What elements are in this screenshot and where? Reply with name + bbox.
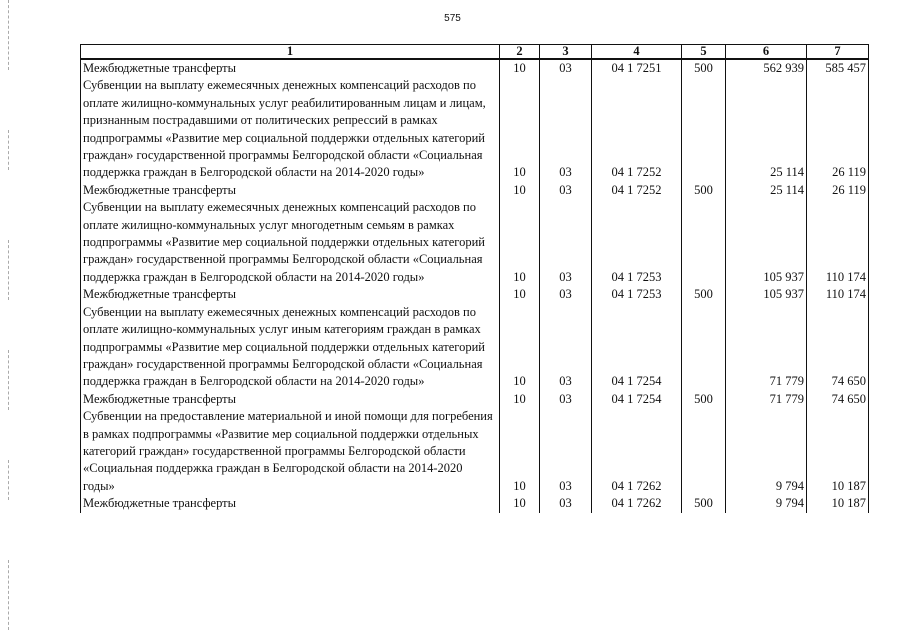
target-article-code: 04 1 7254 xyxy=(592,304,682,391)
section-code: 10 xyxy=(500,495,540,512)
amount-col-6: 105 937 xyxy=(726,199,807,286)
expense-type-code xyxy=(682,199,726,286)
column-header-4: 4 xyxy=(592,45,682,60)
section-code: 10 xyxy=(500,391,540,408)
subsection-code: 03 xyxy=(540,304,592,391)
target-article-code: 04 1 7254 xyxy=(592,391,682,408)
table-body xyxy=(81,59,869,513)
section-code: 10 xyxy=(500,77,540,181)
section-code: 10 xyxy=(500,182,540,199)
expense-type-code: 500 xyxy=(682,59,726,77)
amount-col-6: 71 779 xyxy=(726,391,807,408)
table-row xyxy=(81,199,869,286)
section-code: 10 xyxy=(500,199,540,286)
row-name: Межбюджетные трансферты xyxy=(81,391,500,408)
target-article-code: 04 1 7262 xyxy=(592,408,682,495)
column-header-7: 7 xyxy=(807,45,869,60)
subsection-code: 03 xyxy=(540,286,592,303)
expense-type-code: 500 xyxy=(682,495,726,512)
section-code: 10 xyxy=(500,286,540,303)
amount-col-6: 71 779 xyxy=(726,304,807,391)
row-name: Межбюджетные трансферты xyxy=(81,59,500,77)
subsection-code: 03 xyxy=(540,408,592,495)
scan-margin-dots xyxy=(8,240,11,300)
subsection-code: 03 xyxy=(540,182,592,199)
expense-type-code xyxy=(682,77,726,181)
subsection-code: 03 xyxy=(540,199,592,286)
expense-type-code: 500 xyxy=(682,286,726,303)
scan-margin-dots xyxy=(8,0,11,70)
subsection-code: 03 xyxy=(540,495,592,512)
table-row xyxy=(81,77,869,181)
expense-type-code: 500 xyxy=(682,391,726,408)
amount-col-6: 105 937 xyxy=(726,286,807,303)
amount-col-6: 25 114 xyxy=(726,77,807,181)
section-code: 10 xyxy=(500,304,540,391)
table-row xyxy=(81,304,869,391)
row-name: Субвенции на выплату ежемесячных денежных компенсаций расходов по оплате жилищно-коммунальных услуг иным категориям граждан в рамках подпрограммы «Развитие мер социальной поддержки отдельных категорий граждан» государственной программы Белгородской области «Социальная поддержка граждан в Белгородской области на 2014-2020 годы» xyxy=(81,304,500,391)
page-number: 575 xyxy=(444,13,461,24)
column-header-6: 6 xyxy=(726,45,807,60)
amount-col-6: 9 794 xyxy=(726,495,807,512)
amount-col-7: 10 187 xyxy=(807,408,869,495)
row-name: Межбюджетные трансферты xyxy=(81,182,500,199)
scan-margin-dots xyxy=(8,350,11,410)
row-name: Межбюджетные трансферты xyxy=(81,286,500,303)
table-row xyxy=(81,59,869,77)
table-row xyxy=(81,391,869,408)
amount-col-7: 26 119 xyxy=(807,77,869,181)
header-row xyxy=(81,45,869,60)
scan-margin-dots xyxy=(8,460,11,500)
amount-col-7: 585 457 xyxy=(807,59,869,77)
target-article-code: 04 1 7253 xyxy=(592,199,682,286)
target-article-code: 04 1 7252 xyxy=(592,182,682,199)
section-code: 10 xyxy=(500,59,540,77)
row-name: Межбюджетные трансферты xyxy=(81,495,500,512)
table-row xyxy=(81,408,869,495)
amount-col-7: 10 187 xyxy=(807,495,869,512)
amount-col-7: 74 650 xyxy=(807,391,869,408)
scan-margin-dots xyxy=(8,130,11,170)
table-row xyxy=(81,495,869,512)
expense-type-code xyxy=(682,408,726,495)
amount-col-7: 26 119 xyxy=(807,182,869,199)
scan-margin-dots xyxy=(8,560,11,630)
expense-type-code xyxy=(682,304,726,391)
column-header-2: 2 xyxy=(500,45,540,60)
amount-col-6: 9 794 xyxy=(726,408,807,495)
target-article-code: 04 1 7251 xyxy=(592,59,682,77)
amount-col-6: 25 114 xyxy=(726,182,807,199)
amount-col-7: 110 174 xyxy=(807,199,869,286)
column-header-3: 3 xyxy=(540,45,592,60)
amount-col-6: 562 939 xyxy=(726,59,807,77)
row-name: Субвенции на выплату ежемесячных денежных компенсаций расходов по оплате жилищно-коммунальных услуг реабилитированным лицам и лицам, признанным пострадавшими от политических репрессий в рамках подпрограммы «Развитие мер социальной поддержки отдельных категорий граждан» государственной программы Белгородской области «Социальная поддержка граждан в Белгородской области на 2014-2020 годы» xyxy=(81,77,500,181)
amount-col-7: 74 650 xyxy=(807,304,869,391)
table-row xyxy=(81,286,869,303)
target-article-code: 04 1 7262 xyxy=(592,495,682,512)
section-code: 10 xyxy=(500,408,540,495)
subsection-code: 03 xyxy=(540,391,592,408)
budget-table xyxy=(80,44,869,513)
subsection-code: 03 xyxy=(540,77,592,181)
row-name: Субвенции на выплату ежемесячных денежных компенсаций расходов по оплате жилищно-коммунальных услуг многодетным семьям в рамках подпрограммы «Развитие мер социальной поддержки отдельных категорий граждан» государственной программы Белгородской области «Социальная поддержка граждан в Белгородской области на 2014-2020 годы» xyxy=(81,199,500,286)
table-row xyxy=(81,182,869,199)
subsection-code: 03 xyxy=(540,59,592,77)
row-name: Субвенции на предоставление материальной и иной помощи для погребения в рамках подпрограммы «Развитие мер социальной поддержки отдельных категорий граждан» государственной программы Белгородской области «Социальная поддержка граждан в Белгородской области на 2014-2020 годы» xyxy=(81,408,500,495)
column-header-1: 1 xyxy=(81,45,500,60)
expense-type-code: 500 xyxy=(682,182,726,199)
target-article-code: 04 1 7253 xyxy=(592,286,682,303)
amount-col-7: 110 174 xyxy=(807,286,869,303)
target-article-code: 04 1 7252 xyxy=(592,77,682,181)
column-header-5: 5 xyxy=(682,45,726,60)
